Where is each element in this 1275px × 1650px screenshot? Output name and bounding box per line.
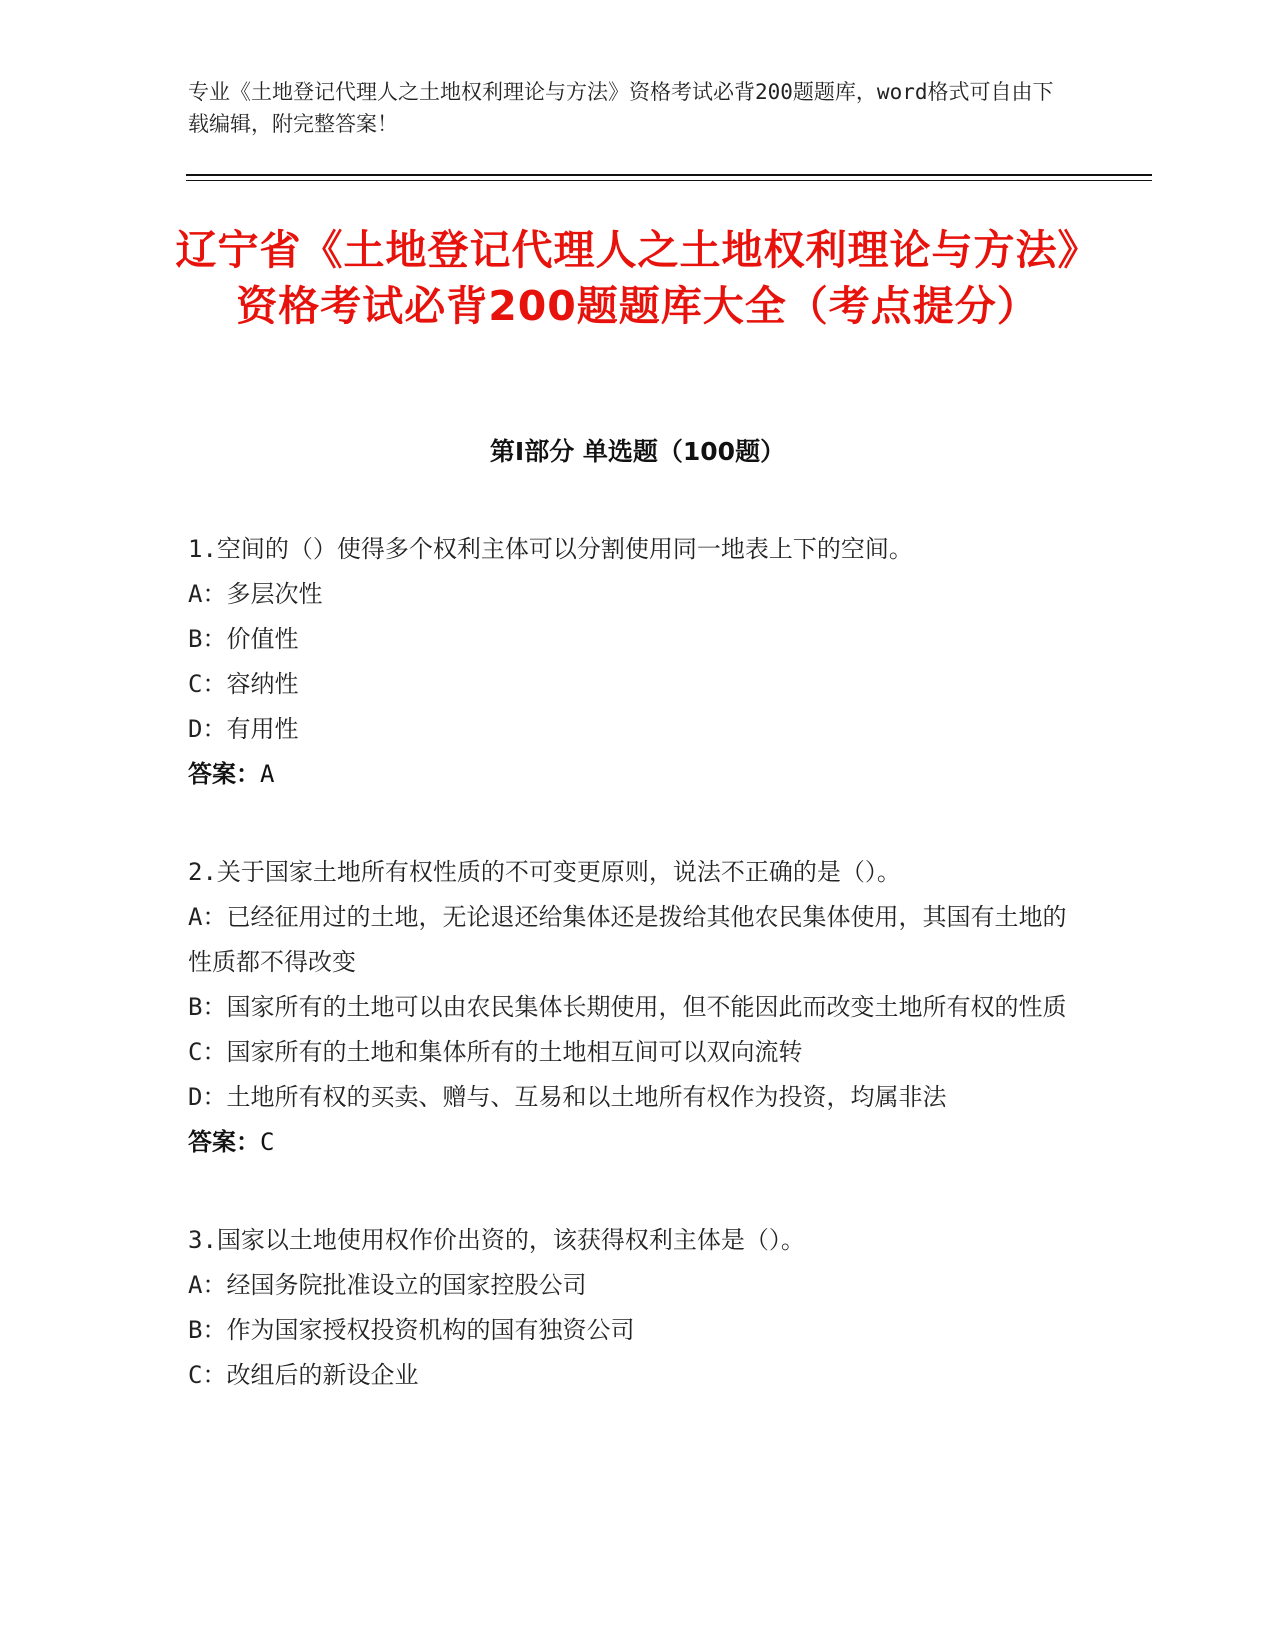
option-a: A：已经征用过的土地，无论退还给集体还是拨给其他农民集体使用，其国有土地的性质都不得改变 xyxy=(188,903,1067,976)
answer-line xyxy=(188,1120,1088,1165)
header-rule-thin xyxy=(186,180,1152,181)
option-d: D：有用性 xyxy=(188,715,299,743)
answer-value: C xyxy=(260,1128,275,1156)
option-a: A：多层次性 xyxy=(188,580,323,608)
question-stem: 1.空间的（）使得多个权利主体可以分割使用同一地表上下的空间。 xyxy=(188,535,913,563)
answer-prefix: 答案： xyxy=(188,1128,260,1156)
header-rule-thick xyxy=(186,174,1152,176)
option-d: D：土地所有权的买卖、赠与、互易和以土地所有权作为投资，均属非法 xyxy=(188,1083,947,1111)
option-b: B：价值性 xyxy=(188,625,299,653)
option-c: C：改组后的新设企业 xyxy=(188,1361,419,1389)
answer-line xyxy=(188,752,1088,797)
question-stem: 3.国家以土地使用权作价出资的，该获得权利主体是（）。 xyxy=(188,1226,805,1254)
option-c: C：国家所有的土地和集体所有的土地相互间可以双向流转 xyxy=(188,1038,803,1066)
question-list xyxy=(188,527,1088,1451)
document-title: 辽宁省《土地登记代理人之土地权利理论与方法》资格考试必背200题题库大全（考点提分） xyxy=(175,226,1100,330)
answer-prefix: 答案： xyxy=(188,760,260,788)
question-1 xyxy=(188,527,1088,797)
question-stem: 2.关于国家土地所有权性质的不可变更原则，说法不正确的是（）。 xyxy=(188,858,901,886)
header-note: 专业《土地登记代理人之土地权利理论与方法》资格考试必背200题题库，word格式可自由下载编辑，附完整答案！ xyxy=(188,80,1054,136)
question-2 xyxy=(188,850,1088,1165)
option-a: A：经国务院批准设立的国家控股公司 xyxy=(188,1271,587,1299)
answer-value: A xyxy=(260,760,275,788)
option-b: B：作为国家授权投资机构的国有独资公司 xyxy=(188,1316,635,1344)
question-3 xyxy=(188,1218,1088,1398)
option-b: B：国家所有的土地可以由农民集体长期使用，但不能因此而改变土地所有权的性质 xyxy=(188,993,1067,1021)
option-c: C：容纳性 xyxy=(188,670,299,698)
section-heading: 第I部分 单选题（100题） xyxy=(489,437,786,466)
